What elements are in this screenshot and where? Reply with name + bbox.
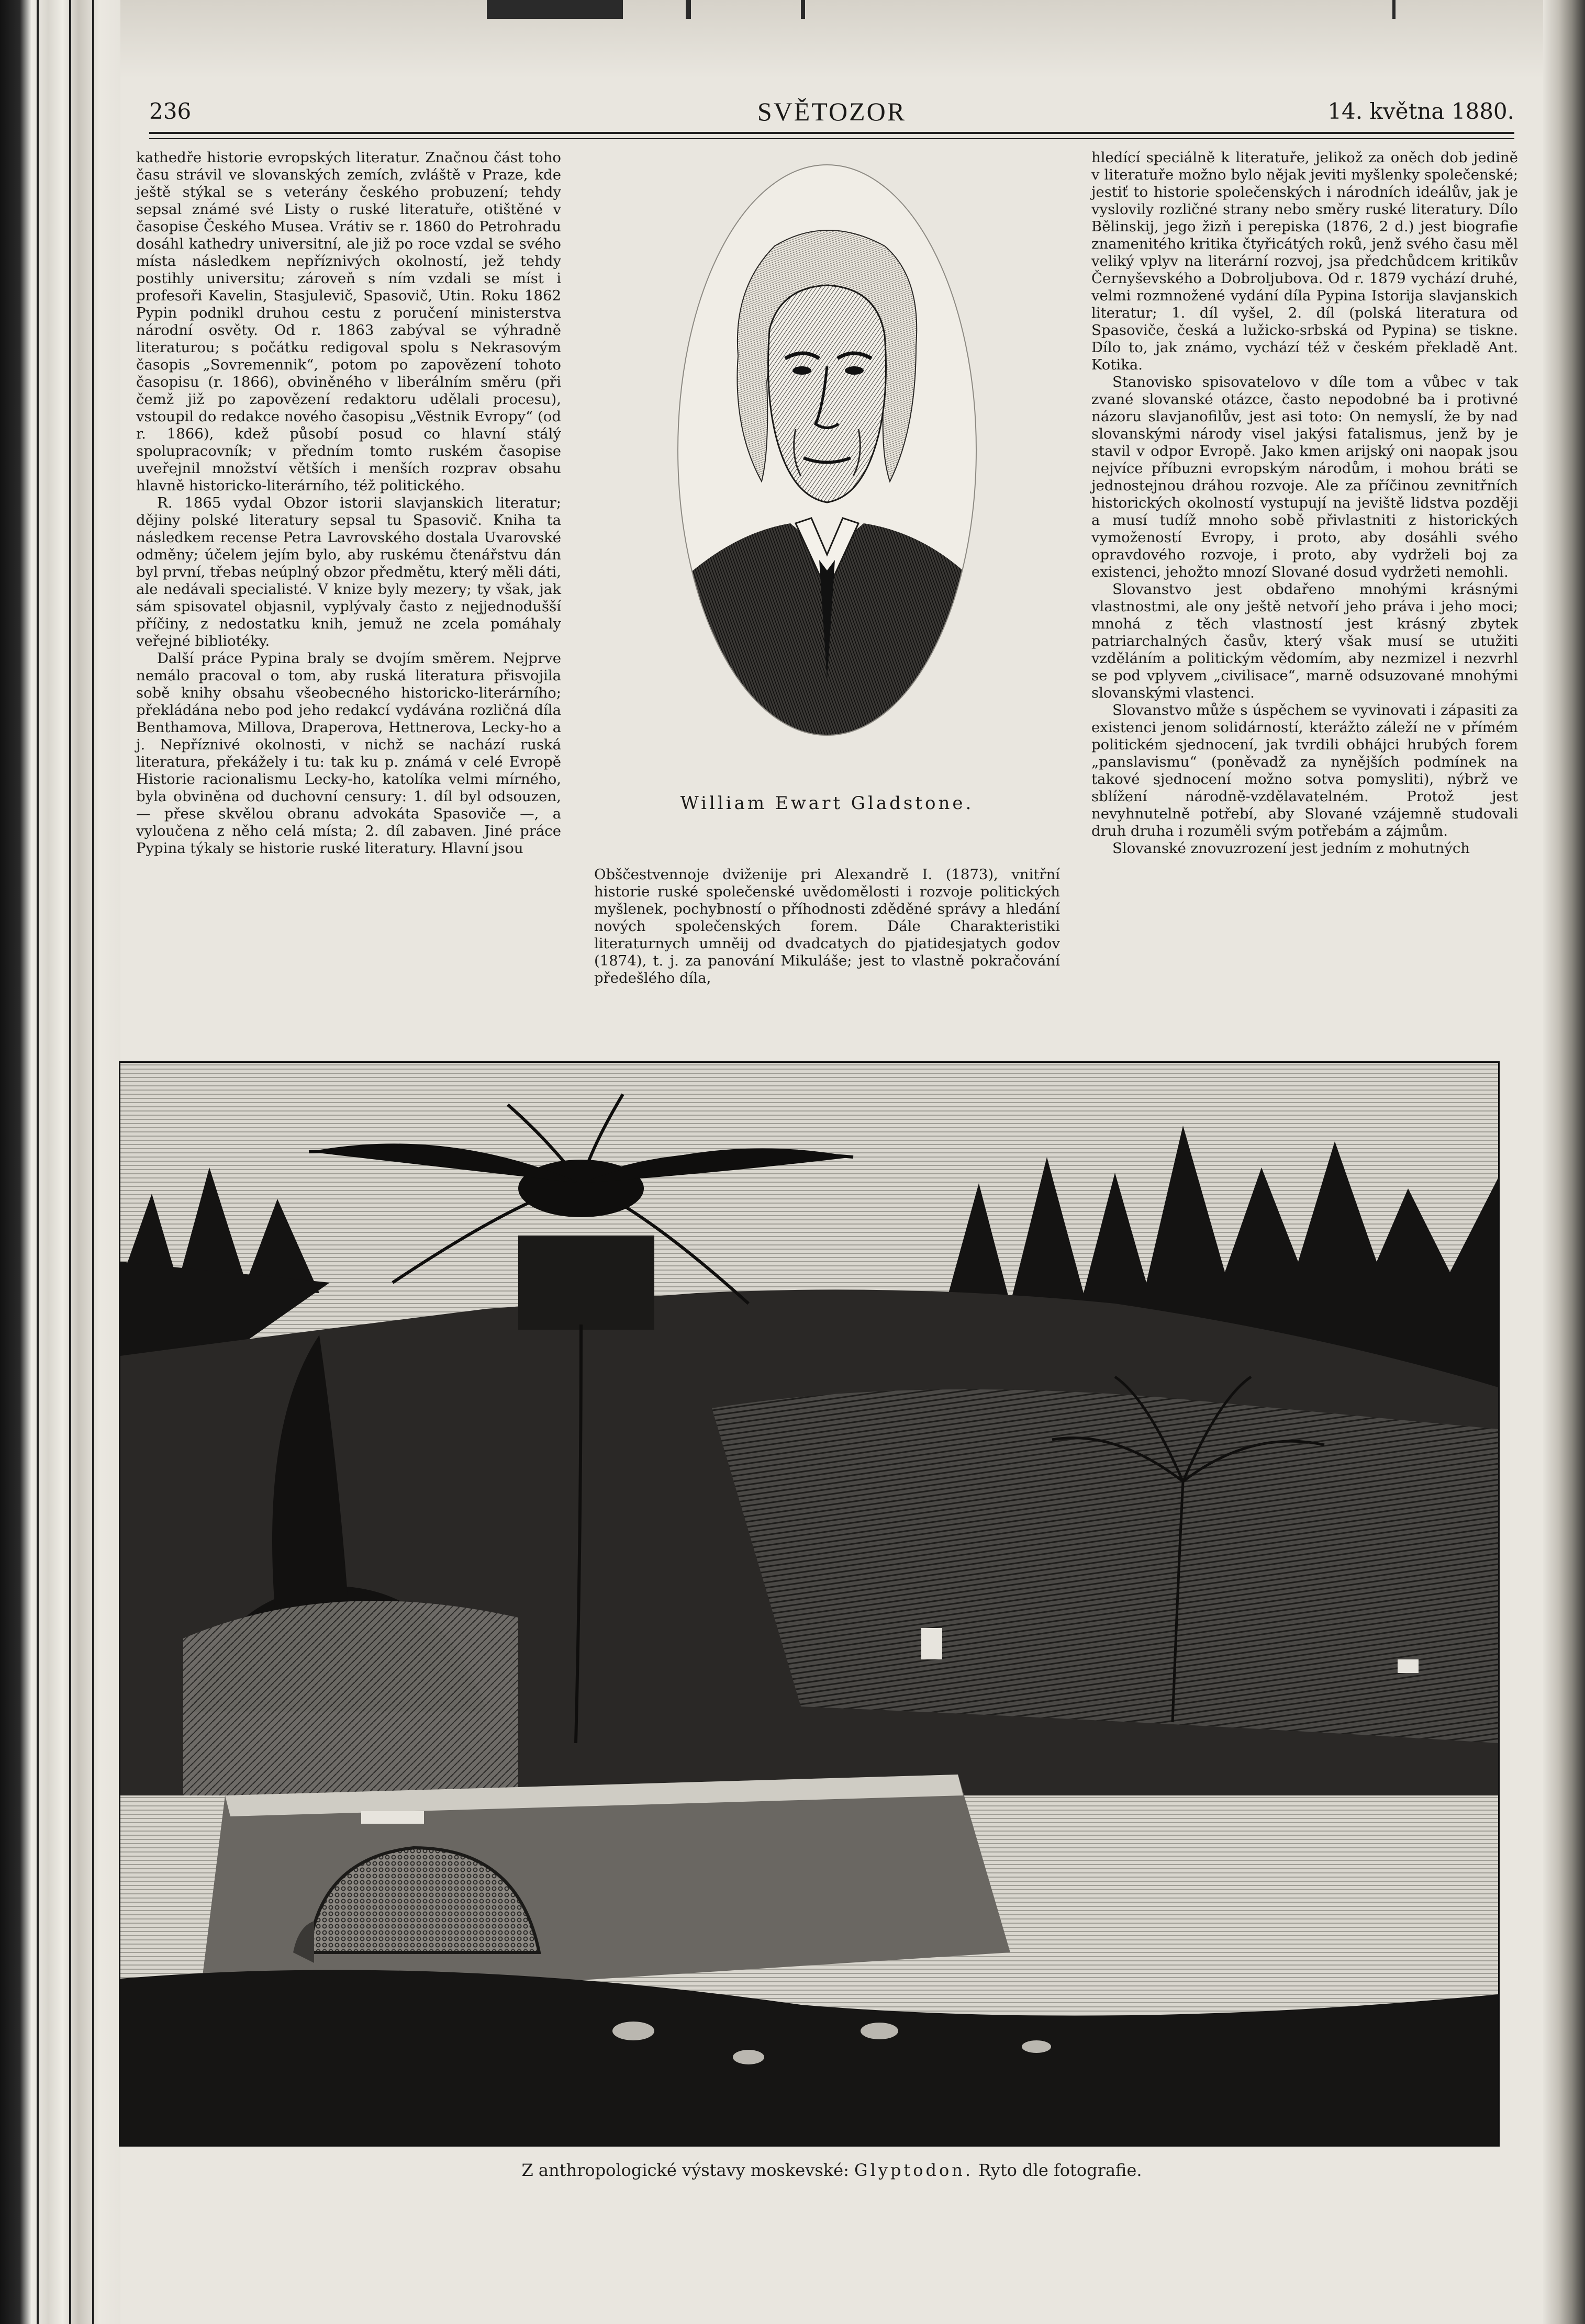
- binding-rule: [92, 0, 94, 2324]
- glyptodon-engraving: [119, 1061, 1500, 2147]
- paragraph: Stanovisko spisovatelovo v díle tom a vůbec v tak zvané slovanské otázce, často nepodobné ba i protivné názoru slavjanofilův, jest asi toto: On nemyslí, že by nad slovanskými národy visel jakýsi fatalismus, jenž by je stavil v odpor Evropě. Jako kmen arijský oni naopak jsou nejvíce příbuzni evropským národům, i mohou bráti se jednostejnou dráhou rozvoje. Ale za příčinou zevnitřních historických okolností vystupují na jeviště lidstva později a musí tudíž mnoho sobě přivlastniti z historických vymožeností Evropy, i proto, aby dosáhli svého opravdového rozvoje, i proto, aby vydrželi boj za existenci, jehožto mnozí Slované dosud vydržeti nemohli.: [1091, 374, 1518, 580]
- text-column-right: [1091, 149, 1518, 857]
- paragraph: Slovanstvo jest obdařeno mnohými krásnými vlastnostmi, ale ony ještě netvoří jeho práva i jeho moci; mnohá z těch vlastností jest krásný zbytek patriarchalných časův, který však musí se utužiti vzděláním a politickým vědomím, aby nezmizel i nezvrhl se pod vplyvem „civilisace“, marně odsuzované mnohými slovanskými vlastenci.: [1091, 581, 1518, 701]
- header-rule: [149, 132, 1514, 139]
- scan-right-margin: [1543, 0, 1585, 2324]
- caption-lead: Z anthropologické výstavy moskevské:: [521, 2160, 849, 2180]
- paragraph: R. 1865 vydal Obzor istorii slavjanskich literatur; dějiny polské literatury sepsal tu Spasovič. Kniha ta následkem recense Petra Lavrovského dostala Uvarovské odměny; účelem jejím bylo, aby ruskému čtenářstvu dán byl první, třebas neúplný obzor předmětu, který měli dáti, ale nedávali specialisté. V knize byly mezery; ty však, jak sám spisovatel objasnil, vyplývaly často z nejjednodušší příčiny, z nedostatku knih, jemuž ne zcela pomáhaly veřejné bibliotéky.: [136, 495, 561, 649]
- page-title: SVĚTOZOR: [757, 97, 907, 126]
- text-column-left: [136, 149, 561, 857]
- text-column-middle: [594, 866, 1060, 987]
- newspaper-page: [120, 0, 1543, 2324]
- binding-rule: [69, 0, 71, 2324]
- portrait-caption: William Ewart Gladstone.: [680, 793, 974, 814]
- binding-rule: [37, 0, 39, 2324]
- caption-credit: Ryto dle fotografie.: [978, 2160, 1142, 2180]
- paragraph: Obščestvennoje dviženije pri Alexandrě I. (1873), vnitřní historie ruské společenské uvědomělosti i rozvoje politických myšlenek, pochybností o příhodnosti zděděné správy a hledání nových společenských forem. Dále Charakteristiki literaturnych umněij od dvadcatych do pjatidesjatych godov (1874), t. j. za panování Mikuláše; jest to vlastně pokračování předešlého díla,: [594, 866, 1060, 986]
- paragraph: Slovanstvo může s úspěchem se vyvinovati i zápasiti za existenci jenom solidárností, kterážto záleží ne v přímém politickém sjednocení, jak tvrdili obhájci hrubých forem „panslavismu“ (poněvadž za nynějších podmínek na takové sjednocení možno sotva pomysliti), nýbrž ve sblížení národně-vzdělavatelném. Protož jest nevyhnutelně potřebí, aby Slované vzájemně studovali druh druha i rozuměli svým potřebám a zájmům.: [1091, 702, 1518, 839]
- caption-subject: Glyptodon.: [854, 2160, 974, 2180]
- paragraph: Další práce Pypina braly se dvojím směrem. Nejprve nemálo pracoval o tom, aby ruská literatura přisvojila sobě knihy obsahu všeobecného historicko-literárního; překládána nebo pod jeho redakcí vydávána rozličná díla Benthamova, Millova, Draperova, Hettnerova, Lecky-ho a j. Nepříznivé okolnosti, v nichž se nachází ruská literatura, překážely i tu: tak ku p. známá v celé Evropě Historie racionalismu Lecky-ho, katolíka velmi mírného, byla obviněna od duchovní censury: 1. díl byl odsouzen, — přese skvělou obranu advokáta Spasoviče —, a vyloučena z něho celá místa; 2. díl zabaven. Jiné práce Pypina týkaly se historie ruské literatury. Hlavní jsou: [136, 650, 561, 857]
- paragraph: hledící speciálně k literatuře, jelikož za oněch dob jedině v literatuře možno bylo nějak jeviti myšlenky společenské; jestiť to historie společenských i národních ideálův, jak je vyslovily rozličné strany nebo směry ruské literatury. Dílo Bělinskij, jego žizň i perepiska (1876, 2 d.) jest biografie znamenitého kritika čtyřicátých roků, jenž svého času měl veliký vplyv na literární rozvoj, jsa předchůdcem kritikův Černyševského a Dobroljubova. Od r. 1879 vychází druhé, velmi rozmnožené vydání díla Pypina Istorija slavjanskich literatur; 1. díl vyšel, 2. díl (polská literatura od Spasoviče, česká a lužicko-srbská od Pypina) se tiskne. Dílo to, jak známo, vychází též v českém překladě Ant. Kotika.: [1091, 149, 1518, 373]
- paragraph: kathedře historie evropských literatur. Značnou část toho času strávil ve slovanských zemích, zvláště v Praze, kde ještě stýkal se s veterány českého probuzení; tehdy sepsal známé své Listy o ruské literatuře, otištěné v časopise Českého Musea. Vrátiv se r. 1860 do Petrohradu dosáhl kathedry universitní, ale již po roce vzdal se svého místa následkem nepříznivých okolností, jež tehdy postihly universitu; zároveň s ním vzdali se míst i profesoři Kavelin, Stasjulevič, Spasovič, Utin. Roku 1862 Pypin podnikl druhou cestu z poručení ministerstva národní osvěty. Od r. 1863 zabýval se výhradně literaturou; s počátku redigoval spolu s Nekrasovým časopis „Sovremennik“, potom po zapovězení tohoto časopisu (r. 1866), obviněného v liberálním směru (při čemž již po zapovězení redaktoru udělali procesu), vstoupil do redakce nového časopisu „Věstnik Evropy“ (od r. 1866), kdež působí posud co hlavní stálý spolupracovník; v předním tomto ruském časopise uveřejnil množství větších i menších rozprav obsahu hlavně historicko-literárního, též politického.: [136, 149, 561, 494]
- issue-date: 14. května 1880.: [1327, 98, 1514, 124]
- gladstone-portrait: [670, 157, 984, 743]
- engraving-caption: [120, 2160, 1543, 2180]
- paragraph: Slovanské znovuzrození jest jedním z mohutných: [1112, 840, 1470, 857]
- page-number: 236: [149, 98, 192, 124]
- page-header: [149, 97, 1514, 126]
- scan-left-margin: [0, 0, 120, 2324]
